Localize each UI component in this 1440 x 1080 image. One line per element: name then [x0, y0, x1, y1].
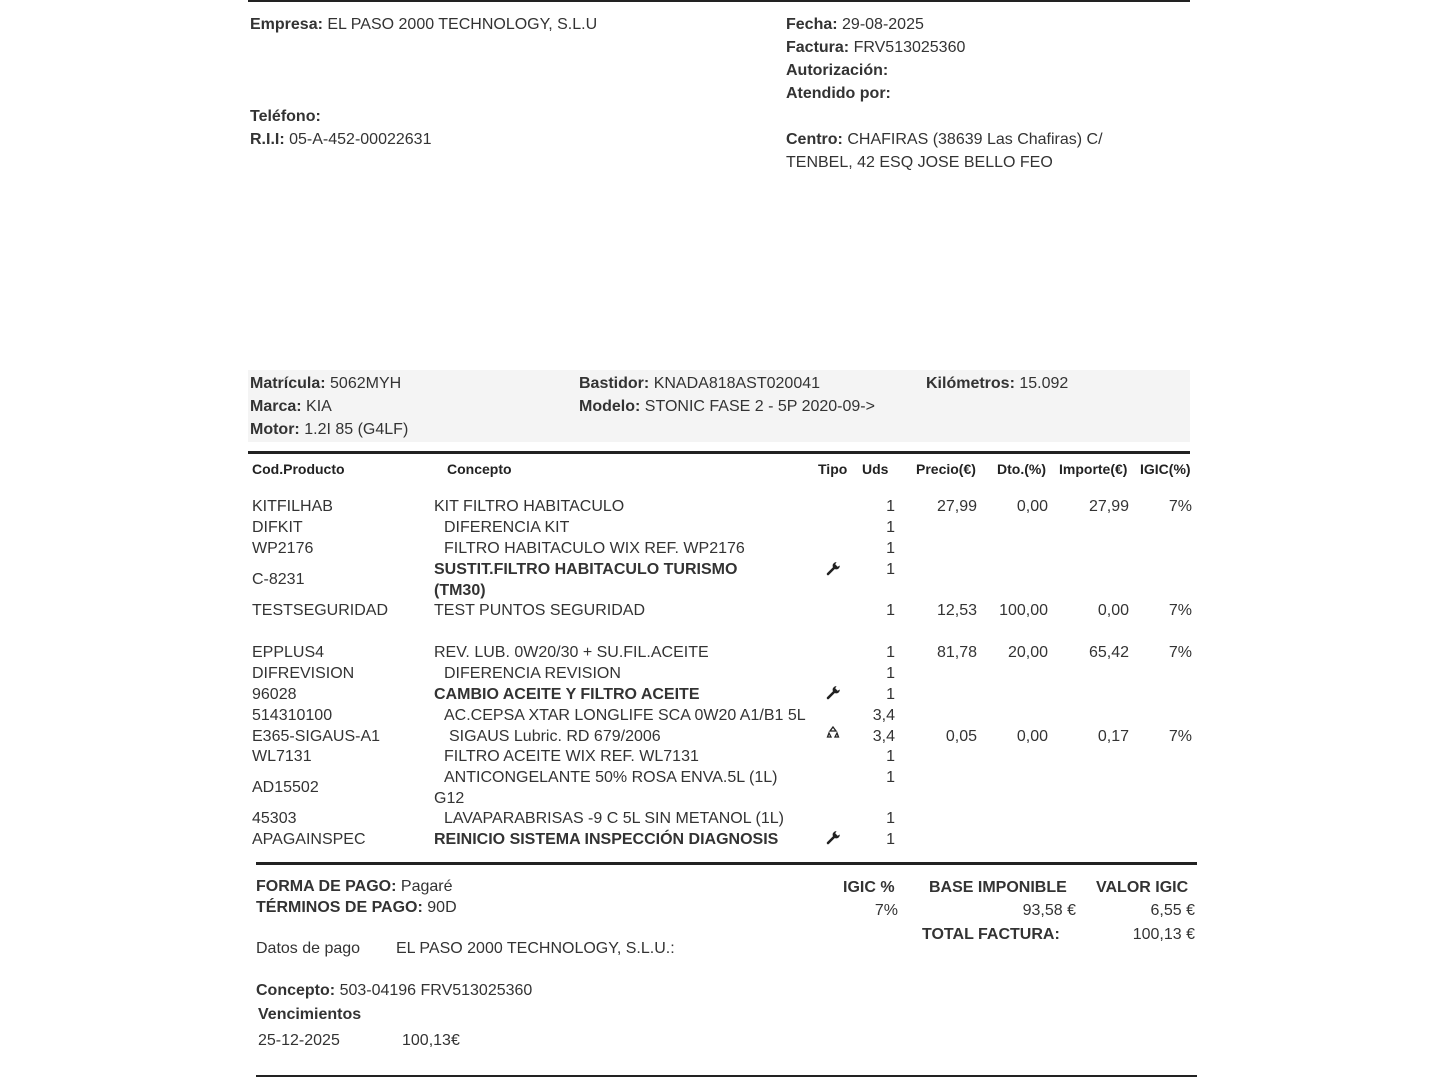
- row-importe: 65,42: [1088, 644, 1129, 661]
- modelo-line: [579, 398, 875, 416]
- row-desc: SUSTIT.FILTRO HABITACULO TURISMO: [434, 561, 738, 578]
- terminos-pago-label: TÉRMINOS DE PAGO:: [256, 899, 423, 916]
- row-igic: 7%: [1168, 602, 1192, 619]
- marca-value: KIA: [306, 398, 332, 415]
- header-dto: Dto.(%): [997, 461, 1046, 477]
- motor-line: [250, 421, 408, 439]
- igic-pct-value: 7%: [874, 902, 898, 919]
- datos-pago-value: EL PASO 2000 TECHNOLOGY, S.L.U.:: [396, 940, 675, 957]
- table-row: [0, 728, 1440, 749]
- wrench-icon: [826, 560, 842, 576]
- table-row: [0, 810, 1440, 831]
- row-igic: 7%: [1168, 498, 1192, 515]
- header-importe: Importe(€): [1059, 461, 1128, 477]
- header-tipo: Tipo: [818, 461, 848, 477]
- km-value: 15.092: [1019, 375, 1069, 392]
- table-row: [0, 707, 1440, 728]
- row-code: E365-SIGAUS-A1: [252, 728, 381, 745]
- row-dto: 0,00: [1016, 498, 1048, 515]
- autorizacion-line: [786, 62, 888, 80]
- empresa-line: [250, 16, 597, 34]
- row-uds: 1: [886, 561, 895, 578]
- row-precio: 27,99: [936, 498, 977, 515]
- row-code: 96028: [252, 686, 297, 703]
- terminos-pago-line: [256, 899, 457, 917]
- header-concepto: Concepto: [447, 461, 512, 477]
- header-igic: IGIC(%): [1140, 461, 1191, 477]
- base-imponible-value: 93,58 €: [1022, 902, 1076, 919]
- row-igic: 7%: [1168, 728, 1192, 745]
- bastidor-label: Bastidor:: [579, 375, 650, 392]
- row-uds: 3,4: [872, 728, 895, 745]
- concepto-line: [256, 982, 532, 1000]
- table-row: [0, 561, 1440, 603]
- row-uds: 1: [886, 810, 895, 827]
- table-row: [0, 498, 1440, 519]
- recycle-icon: [826, 725, 842, 741]
- motor-value: 1.2I 85 (G4LF): [304, 421, 409, 438]
- row-desc-2: G12: [434, 790, 465, 807]
- row-code: 514310100: [252, 707, 333, 724]
- row-desc: AC.CEPSA XTAR LONGLIFE SCA 0W20 A1/B1 5L: [444, 707, 806, 724]
- row-desc: LAVAPARABRISAS -9 C 5L SIN METANOL (1L): [444, 810, 784, 827]
- total-factura-value: 100,13 €: [1132, 926, 1195, 943]
- row-desc: FILTRO HABITACULO WIX REF. WP2176: [444, 540, 745, 557]
- row-desc: SIGAUS Lubric. RD 679/2006: [449, 728, 661, 745]
- row-uds: 1: [886, 602, 895, 619]
- row-desc: KIT FILTRO HABITACULO: [434, 498, 625, 515]
- row-uds: 1: [886, 686, 895, 703]
- footer-rule: [256, 862, 1197, 865]
- igic-pct-header: IGIC %: [843, 879, 895, 896]
- row-uds: 1: [886, 498, 895, 515]
- row-desc: CAMBIO ACEITE Y FILTRO ACEITE: [434, 686, 700, 703]
- table-row: [0, 644, 1440, 665]
- row-dto: 20,00: [1007, 644, 1048, 661]
- factura-label: Factura:: [786, 39, 850, 56]
- bottom-rule: [256, 1075, 1197, 1077]
- centro-line: [786, 131, 1103, 149]
- row-importe: 0,00: [1097, 602, 1129, 619]
- centro-line-2: TENBEL, 42 ESQ JOSE BELLO FEO: [786, 154, 1053, 171]
- vencimientos-label: Vencimientos: [258, 1006, 362, 1023]
- atendido-label: Atendido por:: [786, 85, 891, 102]
- table-header-rule: [248, 451, 1190, 454]
- header-precio: Precio(€): [916, 461, 976, 477]
- rii-value: 05-A-452-00022631: [289, 131, 432, 148]
- row-importe: 27,99: [1088, 498, 1129, 515]
- table-row: [0, 540, 1440, 561]
- fecha-line: [786, 16, 924, 34]
- row-code: APAGAINSPEC: [252, 831, 366, 848]
- top-rule: [248, 0, 1190, 2]
- row-code: TESTSEGURIDAD: [252, 602, 389, 619]
- row-desc: DIFERENCIA REVISION: [444, 665, 621, 682]
- bastidor-line: [579, 375, 820, 393]
- concepto-label: Concepto:: [256, 982, 336, 999]
- row-uds: 1: [886, 748, 895, 765]
- terminos-pago-value: 90D: [427, 899, 457, 916]
- forma-pago-value: Pagaré: [400, 878, 453, 895]
- wrench-icon: [826, 684, 842, 700]
- row-desc: REV. LUB. 0W20/30 + SU.FIL.ACEITE: [434, 644, 709, 661]
- datos-pago-label: Datos de pago: [256, 940, 361, 957]
- row-desc: REINICIO SISTEMA INSPECCIÓN DIAGNOSIS: [434, 831, 779, 848]
- row-code: DIFKIT: [252, 519, 303, 536]
- vencimiento-importe: 100,13€: [402, 1032, 460, 1049]
- row-code: C-8231: [252, 571, 305, 588]
- base-imponible-header: BASE IMPONIBLE: [929, 879, 1067, 896]
- rii-label: R.I.I:: [250, 131, 285, 148]
- row-uds: 1: [886, 769, 895, 786]
- row-code: KITFILHAB: [252, 498, 333, 515]
- row-code: WL7131: [252, 748, 312, 765]
- table-row: [0, 602, 1440, 623]
- row-uds: 1: [886, 519, 895, 536]
- modelo-label: Modelo:: [579, 398, 641, 415]
- row-desc: DIFERENCIA KIT: [444, 519, 570, 536]
- header-uds: Uds: [862, 461, 889, 477]
- row-precio: 0,05: [945, 728, 977, 745]
- row-uds: 1: [886, 831, 895, 848]
- empresa-value: EL PASO 2000 TECHNOLOGY, S.L.U: [327, 16, 598, 33]
- row-code: EPPLUS4: [252, 644, 325, 661]
- centro-label: Centro:: [786, 131, 843, 148]
- row-uds: 3,4: [872, 707, 895, 724]
- table-row: [0, 769, 1440, 811]
- vencimiento-fecha: 25-12-2025: [258, 1032, 340, 1049]
- matricula-line: [250, 375, 401, 393]
- row-desc: TEST PUNTOS SEGURIDAD: [434, 602, 645, 619]
- fecha-value: 29-08-2025: [842, 16, 924, 33]
- total-factura-label: TOTAL FACTURA:: [922, 926, 1060, 943]
- row-dto: 0,00: [1016, 728, 1048, 745]
- row-uds: 1: [886, 665, 895, 682]
- header-codigo: Cod.Producto: [252, 461, 345, 477]
- valor-igic-value: 6,55 €: [1150, 902, 1195, 919]
- forma-pago-line: [256, 878, 452, 896]
- concepto-value: 503-04196 FRV513025360: [339, 982, 533, 999]
- row-code: 45303: [252, 810, 297, 827]
- row-desc-2: (TM30): [434, 582, 486, 599]
- row-importe: 0,17: [1097, 728, 1129, 745]
- wrench-icon: [826, 829, 842, 845]
- motor-label: Motor:: [250, 421, 300, 438]
- atendido-line: [786, 85, 891, 103]
- bastidor-value: KNADA818AST020041: [653, 375, 821, 392]
- table-row: [0, 519, 1440, 540]
- autorizacion-label: Autorización:: [786, 62, 889, 79]
- table-row: [0, 686, 1440, 707]
- row-code: DIFREVISION: [252, 665, 355, 682]
- row-desc: ANTICONGELANTE 50% ROSA ENVA.5L (1L): [444, 769, 778, 786]
- modelo-value: STONIC FASE 2 - 5P 2020-09->: [644, 398, 875, 415]
- row-code: AD15502: [252, 779, 319, 796]
- row-igic: 7%: [1168, 644, 1192, 661]
- marca-label: Marca:: [250, 398, 302, 415]
- valor-igic-header: VALOR IGIC: [1096, 879, 1189, 896]
- table-row: [0, 831, 1440, 852]
- row-uds: 1: [886, 644, 895, 661]
- factura-line: [786, 39, 965, 57]
- row-uds: 1: [886, 540, 895, 557]
- marca-line: [250, 398, 332, 416]
- empresa-label: Empresa:: [250, 16, 323, 33]
- rii-line: [250, 131, 431, 149]
- row-code: WP2176: [252, 540, 314, 557]
- row-dto: 100,00: [999, 602, 1048, 619]
- row-precio: 81,78: [936, 644, 977, 661]
- telefono-label: Teléfono:: [250, 108, 321, 125]
- table-row: [0, 665, 1440, 686]
- row-desc: FILTRO ACEITE WIX REF. WL7131: [444, 748, 699, 765]
- forma-pago-label: FORMA DE PAGO:: [256, 878, 397, 895]
- telefono-line: [250, 108, 321, 126]
- km-label: Kilómetros:: [926, 375, 1015, 392]
- centro-value-1: CHAFIRAS (38639 Las Chafiras) C/: [847, 131, 1103, 148]
- fecha-label: Fecha:: [786, 16, 838, 33]
- matricula-value: 5062MYH: [330, 375, 402, 392]
- km-line: [926, 375, 1068, 393]
- row-precio: 12,53: [936, 602, 977, 619]
- factura-value: FRV513025360: [853, 39, 966, 56]
- table-row: [0, 748, 1440, 769]
- matricula-label: Matrícula:: [250, 375, 326, 392]
